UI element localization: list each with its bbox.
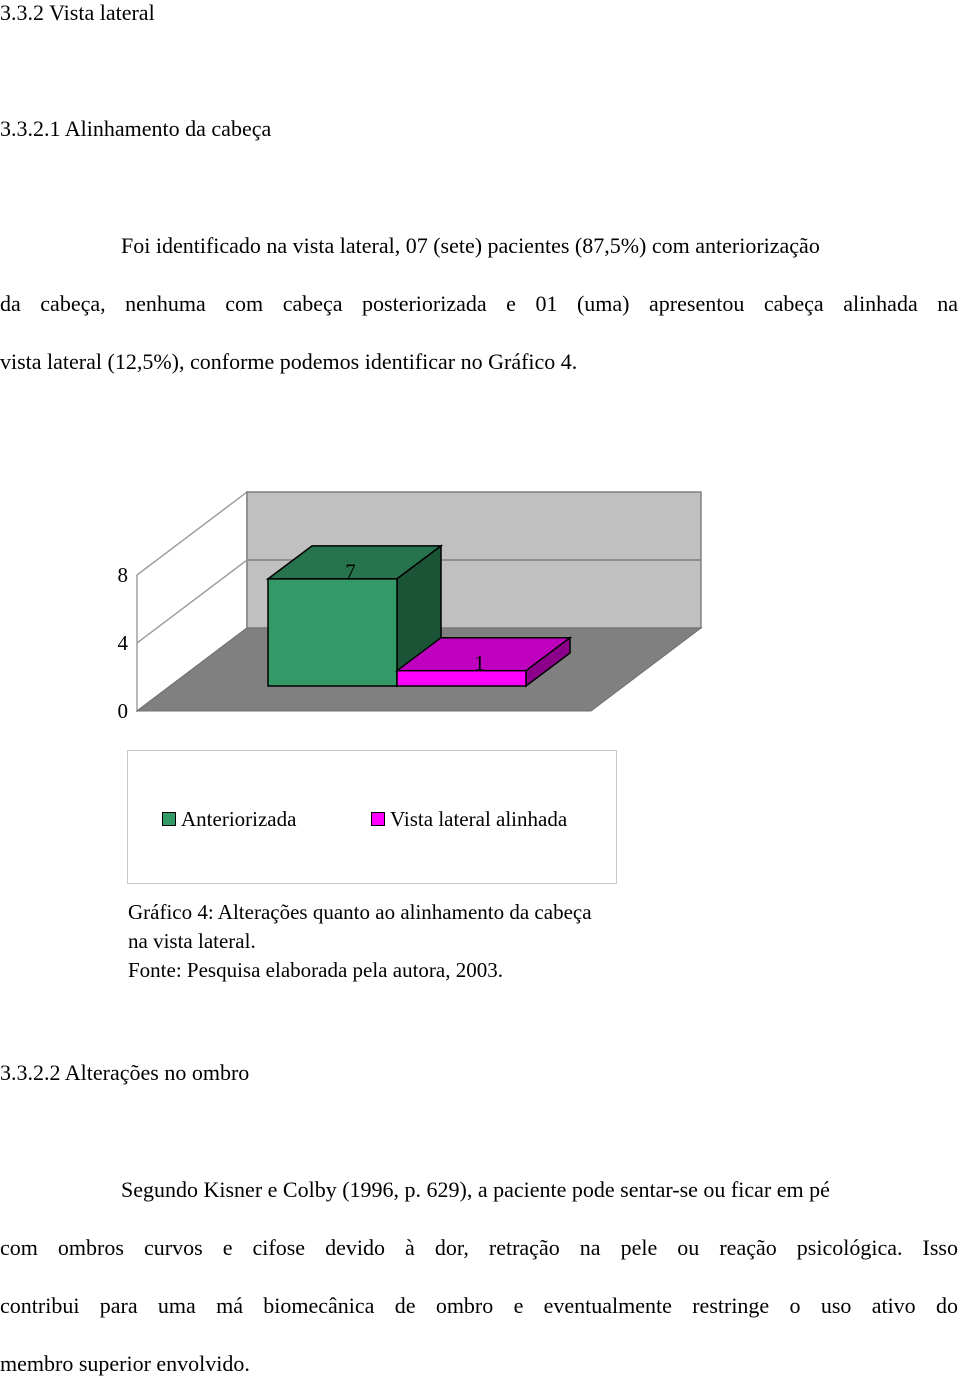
subsection-heading-shoulder: 3.3.2.2 Alterações no ombro xyxy=(0,1060,250,1085)
paragraph-2-line-2 xyxy=(0,1235,958,1261)
legend-swatch-vista-lateral-alinhada xyxy=(371,812,385,826)
chart-legend xyxy=(127,750,617,884)
data-label-anteriorizada: 7 xyxy=(345,559,356,584)
paragraph-2-line-4: membro superior envolvido. xyxy=(0,1351,250,1376)
legend-item-anteriorizada xyxy=(162,807,296,831)
figure-caption-line-1: Gráfico 4: Alterações quanto ao alinhamento da cabeça xyxy=(128,900,592,924)
data-label-vista-lateral-alinhada: 1 xyxy=(474,651,485,676)
y-tick-label-4: 4 xyxy=(117,631,128,655)
y-axis-ticks xyxy=(118,563,129,723)
legend-label-anteriorizada: Anteriorizada xyxy=(181,807,297,831)
paragraph-2-line-3-text: contribui para uma má biomecânica de ombro e eventualmente restringe o uso ativo do xyxy=(0,1293,958,1318)
legend-item-vista-lateral-alinhada xyxy=(371,807,567,831)
figure-source: Fonte: Pesquisa elaborada pela autora, 2003. xyxy=(128,958,503,982)
bar-front-vista-lateral-alinhada xyxy=(397,671,526,686)
paragraph-1-line-1: Foi identificado na vista lateral, 07 (sete) pacientes (87,5%) com anteriorização xyxy=(121,233,820,258)
paragraph-1-line-3: vista lateral (12,5%), conforme podemos identificar no Gráfico 4. xyxy=(0,349,578,374)
paragraph-1-line-2 xyxy=(0,291,958,317)
subsection-heading-head-alignment: 3.3.2.1 Alinhamento da cabeça xyxy=(0,116,272,141)
legend-swatch-anteriorizada xyxy=(162,812,176,826)
legend-label-vista-lateral-alinhada: Vista lateral alinhada xyxy=(390,807,568,831)
paragraph-2-line-2-text: com ombros curvos e cifose devido à dor, retração na pele ou reação psicológica. Isso xyxy=(0,1235,958,1260)
y-tick-label-8: 8 xyxy=(117,563,128,587)
y-tick-label-0: 0 xyxy=(117,699,128,723)
paragraph-1-line-2-text: da cabeça, nenhuma com cabeça posteriorizada e 01 (uma) apresentou cabeça alinhada na xyxy=(0,291,958,316)
paragraph-2-line-1: Segundo Kisner e Colby (1996, p. 629), a paciente pode sentar-se ou ficar em pé xyxy=(121,1177,830,1202)
paragraph-2-line-3 xyxy=(0,1293,958,1319)
bar-chart xyxy=(0,480,720,730)
bar-front-anteriorizada xyxy=(268,579,397,686)
section-heading: 3.3.2 Vista lateral xyxy=(0,0,155,25)
figure-caption-line-2: na vista lateral. xyxy=(128,929,256,953)
